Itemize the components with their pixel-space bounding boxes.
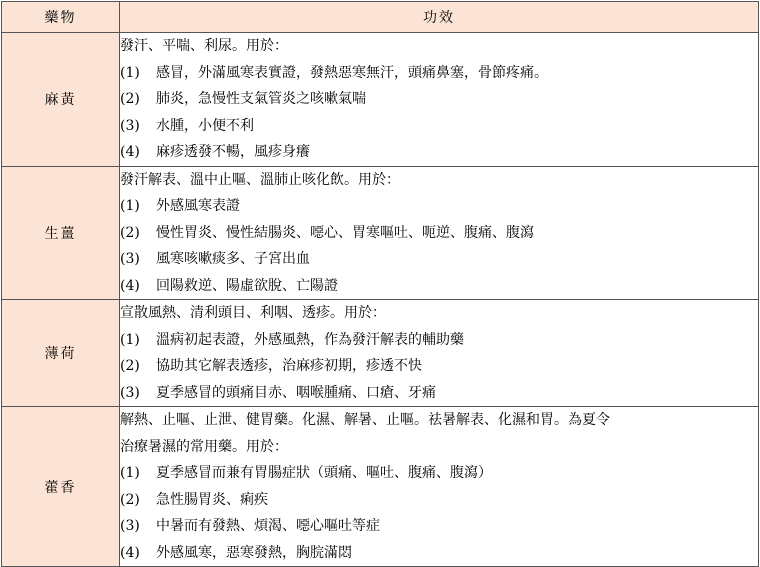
item-number: (2) [120,224,140,241]
item-number: (1) [120,465,140,481]
table-header-row [2,2,759,33]
item-text: 急性腸胃炎、痢疾 [156,491,268,508]
effect-item [120,193,758,220]
table-row-huoxiang [2,407,759,567]
item-text: 麻疹透發不暢，風疹身癢 [156,144,310,160]
effect-item [120,353,758,380]
item-text: 肺炎，急慢性支氣管炎之咳嗽氣喘 [156,91,366,107]
item-number: (1) [120,331,140,348]
item-number: (4) [120,544,140,561]
effect-intro: 解熱、止嘔、止泄、健胃藥。化濕、解暑、止嘔。祛暑解表、化濕和胃。為夏令 [120,412,610,428]
item-number: (3) [120,251,140,267]
item-text: 外感風寒表證 [156,198,240,214]
herb-effect-cell [120,166,759,300]
item-number: (1) [120,198,140,214]
table-row-mahuang [2,33,759,167]
herb-effect-cell [120,407,759,567]
herb-name: 藿香 [2,407,120,567]
item-text: 水腫，小便不利 [156,117,254,134]
herb-effect-cell [120,300,759,407]
item-text: 夏季感冒而兼有胃腸症狀（頭痛、嘔吐、腹痛、腹瀉） [156,465,492,481]
herb-name: 麻黃 [2,33,120,167]
effect-item [120,60,758,87]
effect-item [120,327,758,354]
item-number: (2) [120,358,140,374]
effect-item [120,540,758,567]
item-text: 中暑而有發熱、煩渴、噁心嘔吐等症 [156,518,380,534]
column-header-herb: 藥物 [2,2,120,33]
effect-item [120,513,758,540]
item-number: (4) [120,277,140,294]
effect-item [120,380,758,407]
item-text: 慢性胃炎、慢性結腸炎、噁心、胃寒嘔吐、呃逆、腹痛、腹瀉 [156,224,534,241]
item-text: 風寒咳嗽痰多、子宮出血 [156,251,310,267]
table-row-shengjiang [2,166,759,300]
item-text: 溫病初起表證，外感風熱，作為發汗解表的輔助藥 [156,331,464,348]
column-header-effect: 功效 [120,2,759,33]
item-number: (3) [120,518,140,534]
item-number: (1) [120,64,140,81]
item-text: 回陽救逆、陽虛欲脫、亡陽證 [156,277,338,294]
herb-effects-table [1,1,759,567]
effect-item [120,113,758,140]
effect-intro: 發汗、平喘、利尿。用於： [120,38,288,54]
effect-intro-continued: 治療暑濕的常用藥。用於： [120,438,288,455]
herb-name: 薄荷 [2,300,120,407]
effect-intro: 發汗解表、溫中止嘔、溫肺止咳化飲。用於： [120,171,400,188]
item-number: (3) [120,384,140,401]
effect-item [120,246,758,273]
item-text: 外感風寒，惡寒發熱，胸脘滿悶 [156,544,352,561]
effect-item [120,220,758,247]
item-text: 感冒，外滿風寒表實證，發熱惡寒無汗，頭痛鼻塞，骨節疼痛。 [156,64,548,81]
table-row-bohe [2,300,759,407]
effect-item [120,487,758,514]
effect-intro: 宣散風熱、清利頭目、利咽、透疹。用於： [120,305,386,321]
item-text: 夏季感冒的頭痛目赤、咽喉腫痛、口瘡、牙痛 [156,384,436,401]
item-number: (2) [120,491,140,508]
item-text: 協助其它解表透疹，治麻疹初期，疹透不快 [156,358,422,374]
item-number: (2) [120,91,140,107]
effect-item [120,460,758,487]
herb-effect-cell [120,33,759,167]
item-number: (4) [120,144,140,160]
effect-item [120,273,758,300]
effect-item [120,139,758,166]
item-number: (3) [120,117,140,134]
effect-item [120,86,758,113]
herb-name: 生薑 [2,166,120,300]
